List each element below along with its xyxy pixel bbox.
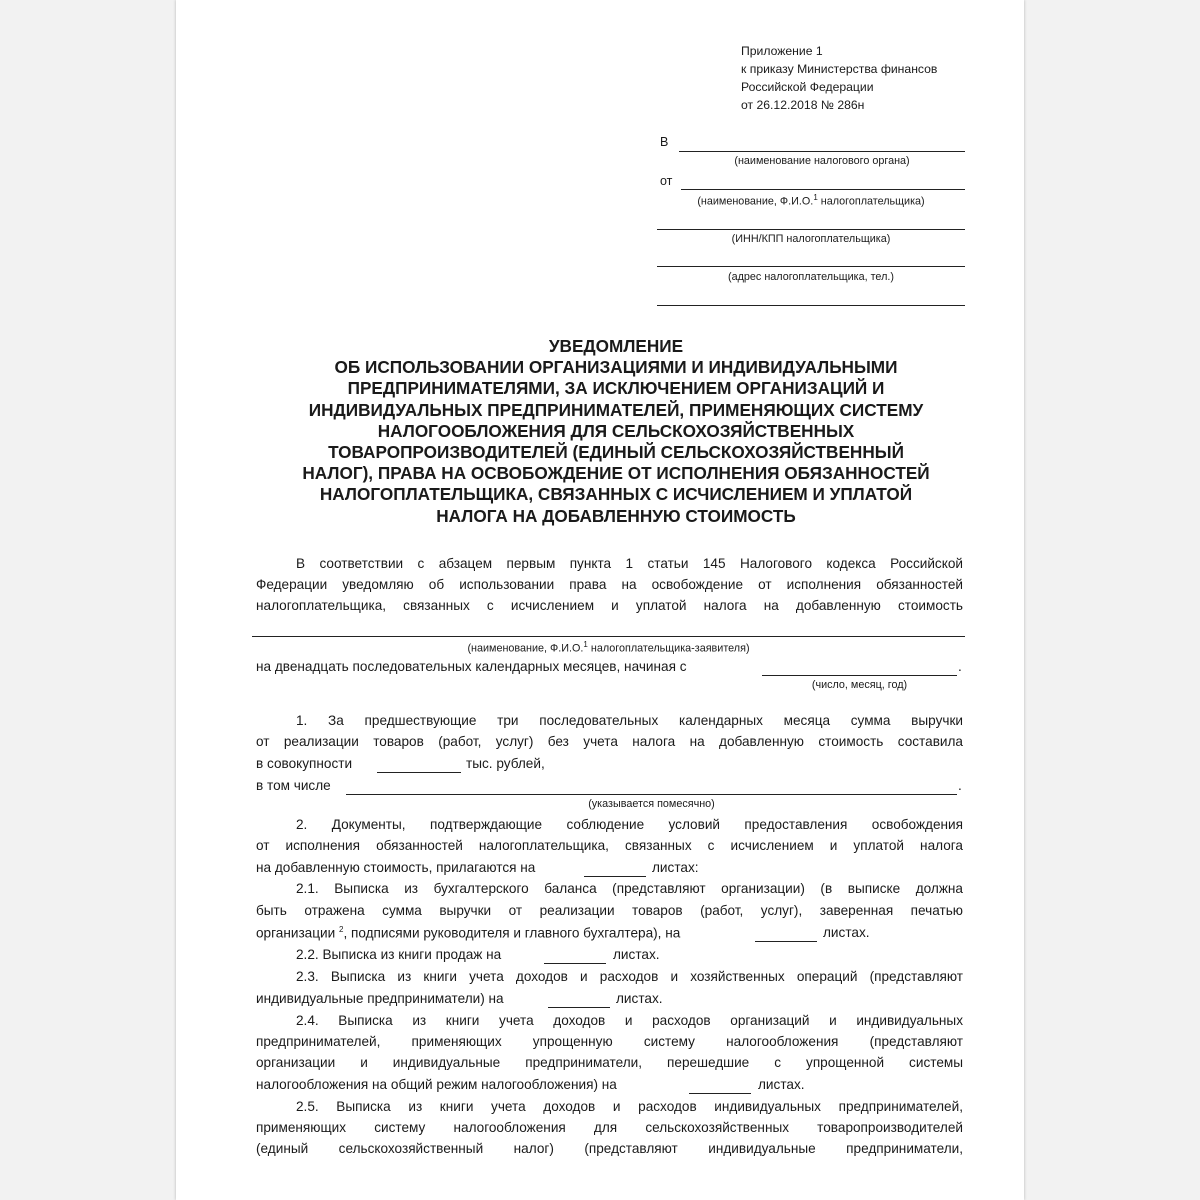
to-label: В [660, 135, 669, 149]
section-2-3-line: индивидуальные предприниматели) на [256, 991, 504, 1006]
section-1-line: 1. За предшествующие три последовательных календарных месяца сумма выручки [296, 713, 963, 728]
section-2-3-sheets-label: листах. [616, 991, 663, 1006]
intro-line: В соответствии с абзацем первым пункта 1 статьи 145 Налогового кодекса Российской [296, 556, 963, 571]
income-book-sheets-field[interactable] [548, 1007, 610, 1008]
section-2-4-sheets-label: листах. [758, 1077, 805, 1092]
title-line: УВЕДОМЛЕНИЕ [548, 336, 684, 356]
tax-authority-caption: (наименование налогового органа) [734, 155, 910, 167]
usn-book-sheets-field[interactable] [689, 1093, 751, 1094]
revenue-monthly-field[interactable] [346, 794, 957, 795]
section-1-end: . [958, 778, 962, 793]
monthly-caption: (указывается помесячно) [588, 798, 715, 810]
title-line: НАЛОГООБЛОЖЕНИЯ ДЛЯ СЕЛЬСКОХОЗЯЙСТВЕННЫХ [377, 420, 855, 441]
tax-authority-field[interactable] [679, 151, 965, 152]
section-2-sheets-label: листах: [652, 860, 699, 875]
from-label: от [660, 174, 673, 188]
address-field[interactable] [657, 266, 965, 267]
section-2-1-line: организации $^2$, подписями руководителя и главного бухгалтера), на [256, 925, 681, 941]
intro-line: Федерации уведомляю об использовании права на освобождение от исполнения обязанностей [256, 577, 963, 592]
appendix-line: к приказу Министерства финансов [741, 62, 938, 76]
address-field-extra[interactable] [657, 305, 965, 306]
section-2-1-line: 2.1. Выписка из бухгалтерского баланса (представляют организации) (в выписке должна [296, 881, 963, 896]
section-2-4-line: 2.4. Выписка из книги учета доходов и расходов организаций и индивидуальных [296, 1013, 963, 1028]
revenue-total-field[interactable] [377, 772, 461, 773]
title-line: ТОВАРОПРОИЗВОДИТЕЛЕЙ (ЕДИНЫЙ СЕЛЬСКОХОЗЯЙСТВЕННЫЙ [328, 442, 904, 463]
appendix-line: от 26.12.2018 № 286н [741, 98, 865, 112]
section-2-3-line: 2.3. Выписка из книги учета доходов и расходов и хозяйственных операций (представляют [296, 969, 963, 984]
title-line: НАЛОГА НА ДОБАВЛЕННУЮ СТОИМОСТЬ [436, 505, 796, 526]
section-1-total-label: в совокупности [256, 756, 353, 771]
section-1-monthly-label: в том числе [256, 778, 331, 793]
title-line: ИНДИВИДУАЛЬНЫХ ПРЕДПРИНИМАТЕЛЕЙ, ПРИМЕНЯЮЩИХ СИСТЕМУ [308, 399, 924, 420]
months-text: на двенадцать последовательных календарных месяцев, начиная с [256, 659, 687, 674]
inn-caption: (ИНН/КПП налогоплательщика) [731, 233, 891, 245]
period-end: . [958, 659, 962, 674]
section-2-line: 2. Документы, подтверждающие соблюдение условий предоставления освобождения [296, 817, 963, 832]
date-caption: (число, месяц, год) [811, 679, 908, 691]
taxpayer-name-field[interactable] [681, 189, 965, 190]
title-line: ОБ ИСПОЛЬЗОВАНИИ ОРГАНИЗАЦИЯМИ И ИНДИВИДУАЛЬНЫМИ [334, 357, 898, 378]
documents-sheets-field[interactable] [584, 876, 646, 877]
section-2-1-line: быть отражена сумма выручки от реализации товаров (работ, услуг), заверенная печатью [256, 903, 963, 918]
section-2-2-sheets-label: листах. [613, 947, 660, 962]
title-line: ПРЕДПРИНИМАТЕЛЯМИ, ЗА ИСКЛЮЧЕНИЕМ ОРГАНИЗАЦИЙ И [347, 378, 885, 399]
appendix-line: Приложение 1 [741, 44, 823, 58]
section-2-5-line: (единый сельскохозяйственный налог) (представляют индивидуальные предприниматели, [256, 1141, 963, 1156]
section-2-2-line: 2.2. Выписка из книги продаж на [296, 947, 502, 962]
address-caption: (адрес налогоплательщика, тел.) [728, 271, 894, 283]
section-2-4-line: организации и индивидуальные предприниматели, перешедшие с упрощенной системы [256, 1055, 963, 1070]
sales-book-sheets-field[interactable] [544, 963, 606, 964]
section-2-line: на добавленную стоимость, прилагаются на [256, 860, 536, 875]
section-2-line: от исполнения обязанностей налогоплательщика, связанных с исчислением и уплатой налога [256, 838, 963, 853]
document-page [176, 0, 1024, 1200]
section-2-4-line: предпринимателей, применяющих упрощенную систему налогообложения (представляют [256, 1034, 963, 1049]
section-2-4-line: налогообложения на общий режим налогообложения) на [256, 1077, 617, 1092]
section-1-unit: тыс. рублей, [466, 756, 545, 771]
document-title [256, 336, 976, 527]
start-date-field[interactable] [762, 675, 957, 676]
appendix-line: Российской Федерации [741, 80, 874, 94]
appendix-block [741, 42, 937, 114]
intro-line: налогоплательщика, связанных с исчислением и уплатой налога на добавленную стоимость [256, 598, 963, 613]
title-line: НАЛОГ), ПРАВА НА ОСВОБОЖДЕНИЕ ОТ ИСПОЛНЕНИЯ ОБЯЗАННОСТЕЙ [302, 463, 930, 484]
applicant-name-field[interactable] [252, 636, 965, 637]
section-1-line: от реализации товаров (работ, услуг) без учета налога на добавленную стоимость составила [256, 734, 963, 749]
title-line: НАЛОГОПЛАТЕЛЬЩИКА, СВЯЗАННЫХ С ИСЧИСЛЕНИЕМ И УПЛАТОЙ [319, 484, 913, 505]
taxpayer-name-caption: (наименование, Ф.И.О.$^1$ налогоплательщика) [697, 193, 925, 208]
inn-field[interactable] [657, 229, 965, 230]
balance-sheets-field[interactable] [755, 941, 817, 942]
applicant-caption: (наименование, Ф.И.О.$^1$ налогоплательщика-заявителя) [467, 640, 750, 655]
section-2-5-line: применяющих систему налогообложения для сельскохозяйственных товаропроизводителей [256, 1120, 963, 1135]
section-2-5-line: 2.5. Выписка из книги учета доходов и расходов индивидуальных предпринимателей, [296, 1099, 963, 1114]
section-2-1-sheets-label: листах. [823, 925, 870, 940]
